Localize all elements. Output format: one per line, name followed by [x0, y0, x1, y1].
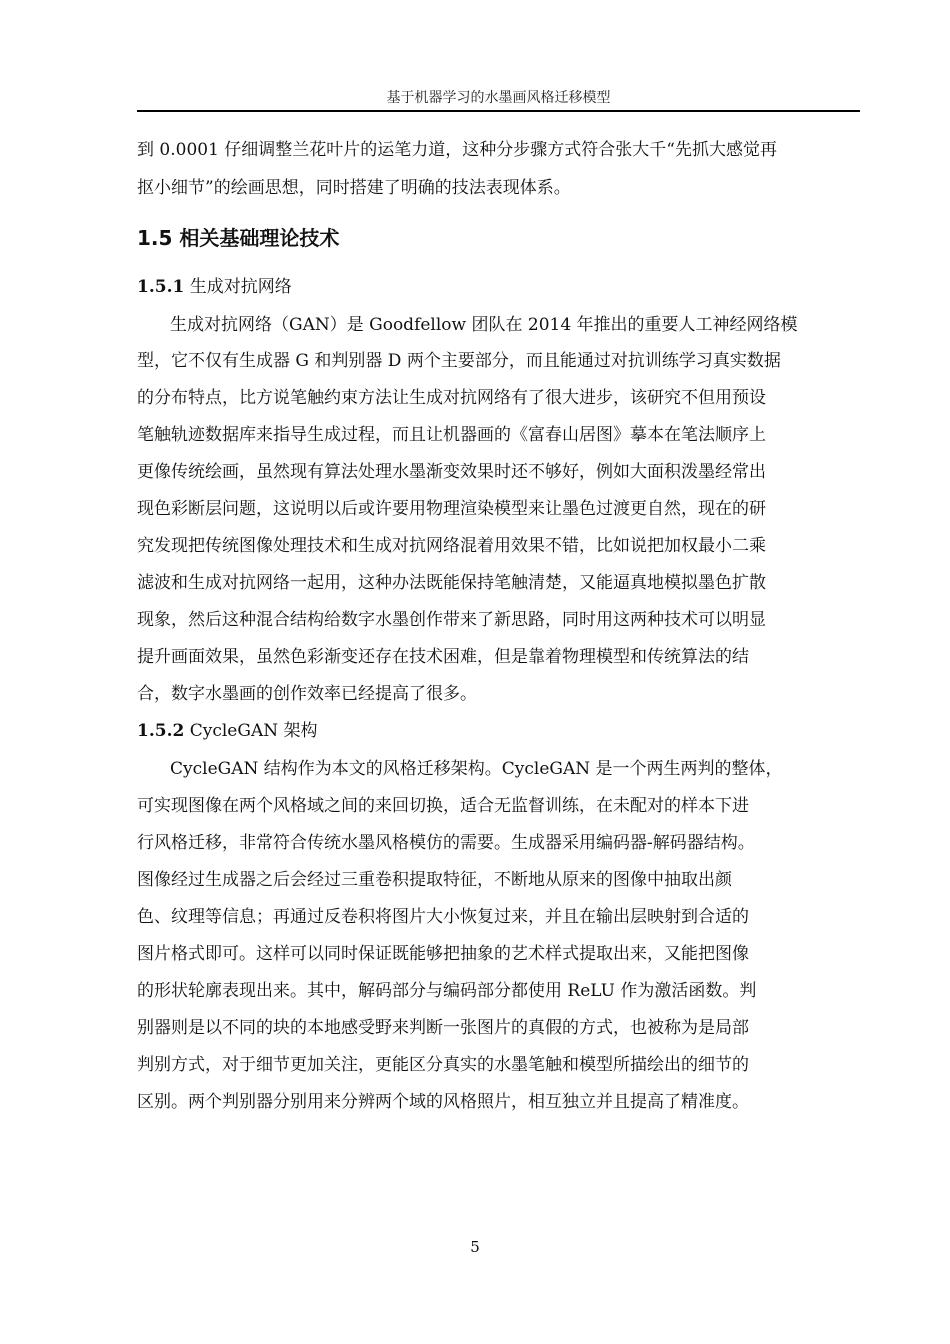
body-line: 提升画面效果，虽然色彩渐变还存在技术困难，但是靠着物理模型和传统算法的结 — [137, 647, 749, 667]
body-line: 现象，然后这种混合结构给数字水墨创作带来了新思路，同时用这两种技术可以明显 — [137, 610, 766, 630]
body-line: 型，它不仅有生成器 G 和判别器 D 两个主要部分，而且能通过对抗训练学习真实数据 — [137, 351, 781, 371]
section-heading: 1.5 相关基础理论技术 — [137, 226, 340, 250]
body-line: 判别方式，对于细节更加关注，更能区分真实的水墨笔触和模型所描绘出的细节的 — [137, 1055, 749, 1075]
body-line: 图像经过生成器之后会经过三重卷积提取特征，不断地从原来的图像中抽取出颜 — [137, 870, 732, 890]
body-line: 别器则是以不同的块的本地感受野来判断一张图片的真假的方式，也被称为是局部 — [137, 1018, 749, 1038]
subsection-title: CycleGAN 架构 — [189, 721, 318, 741]
body-line: 可实现图像在两个风格域之间的来回切换，适合无监督训练，在未配对的样本下进 — [137, 796, 749, 816]
subsection-heading-2 — [137, 719, 318, 743]
body-line: 滤波和生成对抗网络一起用，这种办法既能保持笔触清楚，又能逼真地模拟墨色扩散 — [137, 573, 766, 593]
body-line: 图片格式即可。这样可以同时保证既能够把抽象的艺术样式提取出来，又能把图像 — [137, 944, 749, 964]
subsection-title: 生成对抗网络 — [189, 277, 292, 297]
body-line: CycleGAN 结构作为本文的风格迁移架构。CycleGAN 是一个两生两判的整体， — [170, 759, 783, 779]
running-header: 基于机器学习的水墨画风格迁移模型 — [137, 88, 860, 112]
body-line: 合，数字水墨画的创作效率已经提高了很多。 — [137, 684, 477, 704]
body-line: 行风格迁移，非常符合传统水墨风格模仿的需要。生成器采用编码器-解码器结构。 — [137, 833, 755, 853]
subsection-number: 1.5.1 — [137, 277, 185, 297]
body-line: 的分布特点，比方说笔触约束方法让生成对抗网络有了很大进步，该研究不但用预设 — [137, 388, 766, 408]
subsection-number: 1.5.2 — [137, 721, 185, 741]
body-line: 更像传统绘画，虽然现有算法处理水墨渐变效果时还不够好，例如大面积泼墨经常出 — [137, 462, 766, 482]
subsection-heading-1 — [137, 275, 292, 299]
body-line: 究发现把传统图像处理技术和生成对抗网络混着用效果不错，比如说把加权最小二乘 — [137, 536, 766, 556]
body-line: 现色彩断层问题，这说明以后或许要用物理渲染模型来让墨色过渡更自然，现在的研 — [137, 499, 766, 519]
body-line: 区别。两个判别器分别用来分辨两个域的风格照片，相互独立并且提高了精准度。 — [137, 1092, 749, 1112]
body-line: 到 0.0001 仔细调整兰花叶片的运笔力道，这种分步骤方式符合张大千“先抓大感觉再 — [137, 140, 777, 160]
body-line: 抠小细节”的绘画思想，同时搭建了明确的技法表现体系。 — [137, 178, 571, 198]
body-line: 色、纹理等信息；再通过反卷积将图片大小恢复过来，并且在输出层映射到合适的 — [137, 907, 749, 927]
body-line: 生成对抗网络（GAN）是 Goodfellow 团队在 2014 年推出的重要人工神经网络模 — [170, 315, 798, 335]
body-line: 笔触轨迹数据库来指导生成过程，而且让机器画的《富春山居图》摹本在笔法顺序上 — [137, 425, 766, 445]
body-line: 的形状轮廓表现出来。其中，解码部分与编码部分都使用 ReLU 作为激活函数。判 — [137, 981, 757, 1001]
page-number: 5 — [470, 1238, 480, 1256]
